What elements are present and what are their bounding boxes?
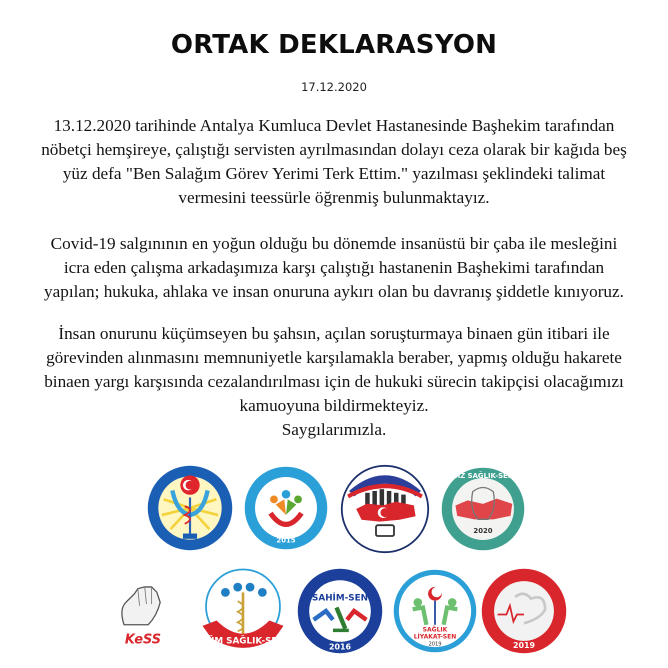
paragraph-2 <box>14 232 654 304</box>
svg-text:2015: 2015 <box>276 536 296 545</box>
union-emblem-icon <box>196 566 290 654</box>
logo-hemsireler-sendikasi <box>146 462 234 554</box>
text-line: Covid-19 salgınının en yoğun olduğu bu dönemde insanüstü bir çaba ile mesleğini <box>50 234 618 253</box>
declaration-title: ORTAK DEKLARASYON <box>170 30 498 60</box>
text-line: görevinden alınmasını memnuniyetle karşılamakla beraber, yapmış olduğu hakarete <box>46 348 622 367</box>
svg-text:2019: 2019 <box>512 640 536 650</box>
logo-saglik-liyakat-sen <box>392 568 478 654</box>
svg-text:SAĞLIK: SAĞLIK <box>422 626 448 634</box>
paragraph-3 <box>14 322 654 442</box>
union-emblem-icon <box>392 568 478 654</box>
svg-text:KeSS: KeSS <box>124 632 162 648</box>
union-emblem-icon <box>146 462 234 554</box>
text-line: binaen yargı karşısında cezalandırılması için de hukuki sürecin takipçisi olacağımızı <box>44 372 624 391</box>
union-emblem-icon <box>440 465 526 553</box>
union-emblem-icon <box>340 463 430 555</box>
svg-text:LİYAKAT-SEN: LİYAKAT-SEN <box>413 633 457 641</box>
logo-biz-saglik-sen <box>440 465 526 553</box>
declaration-date: 17.12.2020 <box>301 80 367 94</box>
text-line: icra eden çalışma arkadaşımıza karşı çalıştığı hastanenin Başhekimi tarafından <box>63 258 605 277</box>
union-emblem-icon <box>296 566 384 656</box>
svg-text:SAHİM-SEN: SAHİM-SEN <box>312 593 368 604</box>
text-line: İnsan onurunu küçümseyen bu şahsın, açılan soruşturmaya binaen gün itibari ile <box>58 324 610 343</box>
svg-text:2016: 2016 <box>328 642 352 652</box>
text-line: 13.12.2020 tarihinde Antalya Kumluca Devlet Hastanesinde Başhekim tarafından <box>53 116 615 135</box>
logo-sahim-sen <box>296 566 384 656</box>
svg-text:2020: 2020 <box>473 527 493 536</box>
text-line: yüz defa "Ben Salağım Görev Yerimi Terk Ettim." yazılması şeklindeki talimat <box>62 164 606 183</box>
union-emblem-icon <box>480 566 568 656</box>
logo-saglik-sosyal-hizmet-ordusu <box>243 464 329 552</box>
union-emblem-icon <box>243 464 329 552</box>
logo-anadolu-saglik-sen <box>340 463 430 555</box>
logo-tum-saglik-sen <box>196 566 290 654</box>
union-emblem-icon <box>100 566 186 656</box>
text-line: kamuoyuna bildirmekteyiz. <box>239 396 429 415</box>
svg-text:BİZ SAĞLIK-SEN: BİZ SAĞLIK-SEN <box>452 472 514 481</box>
text-line: nöbetçi hemşireye, çalıştığı servisten ayrılmasından dolayı ceza olarak bir kağıda beş <box>41 140 627 159</box>
paragraph-1 <box>14 114 654 210</box>
logo-saglik-personel-sendikasi <box>480 566 568 656</box>
svg-text:2019: 2019 <box>428 641 442 648</box>
svg-text:TÜM SAĞLIK-SEN: TÜM SAĞLIK-SEN <box>201 636 285 647</box>
signoff: Saygılarımızla. <box>281 420 387 439</box>
logo-kess <box>100 566 186 656</box>
text-line: vermesini teessürle öğrenmiş bulunmaktayız. <box>178 188 490 207</box>
text-line: yapılan; hukuka, ahlaka ve insan onuruna aykırı olan bu davranış şiddetle kınıyoruz. <box>44 282 624 301</box>
